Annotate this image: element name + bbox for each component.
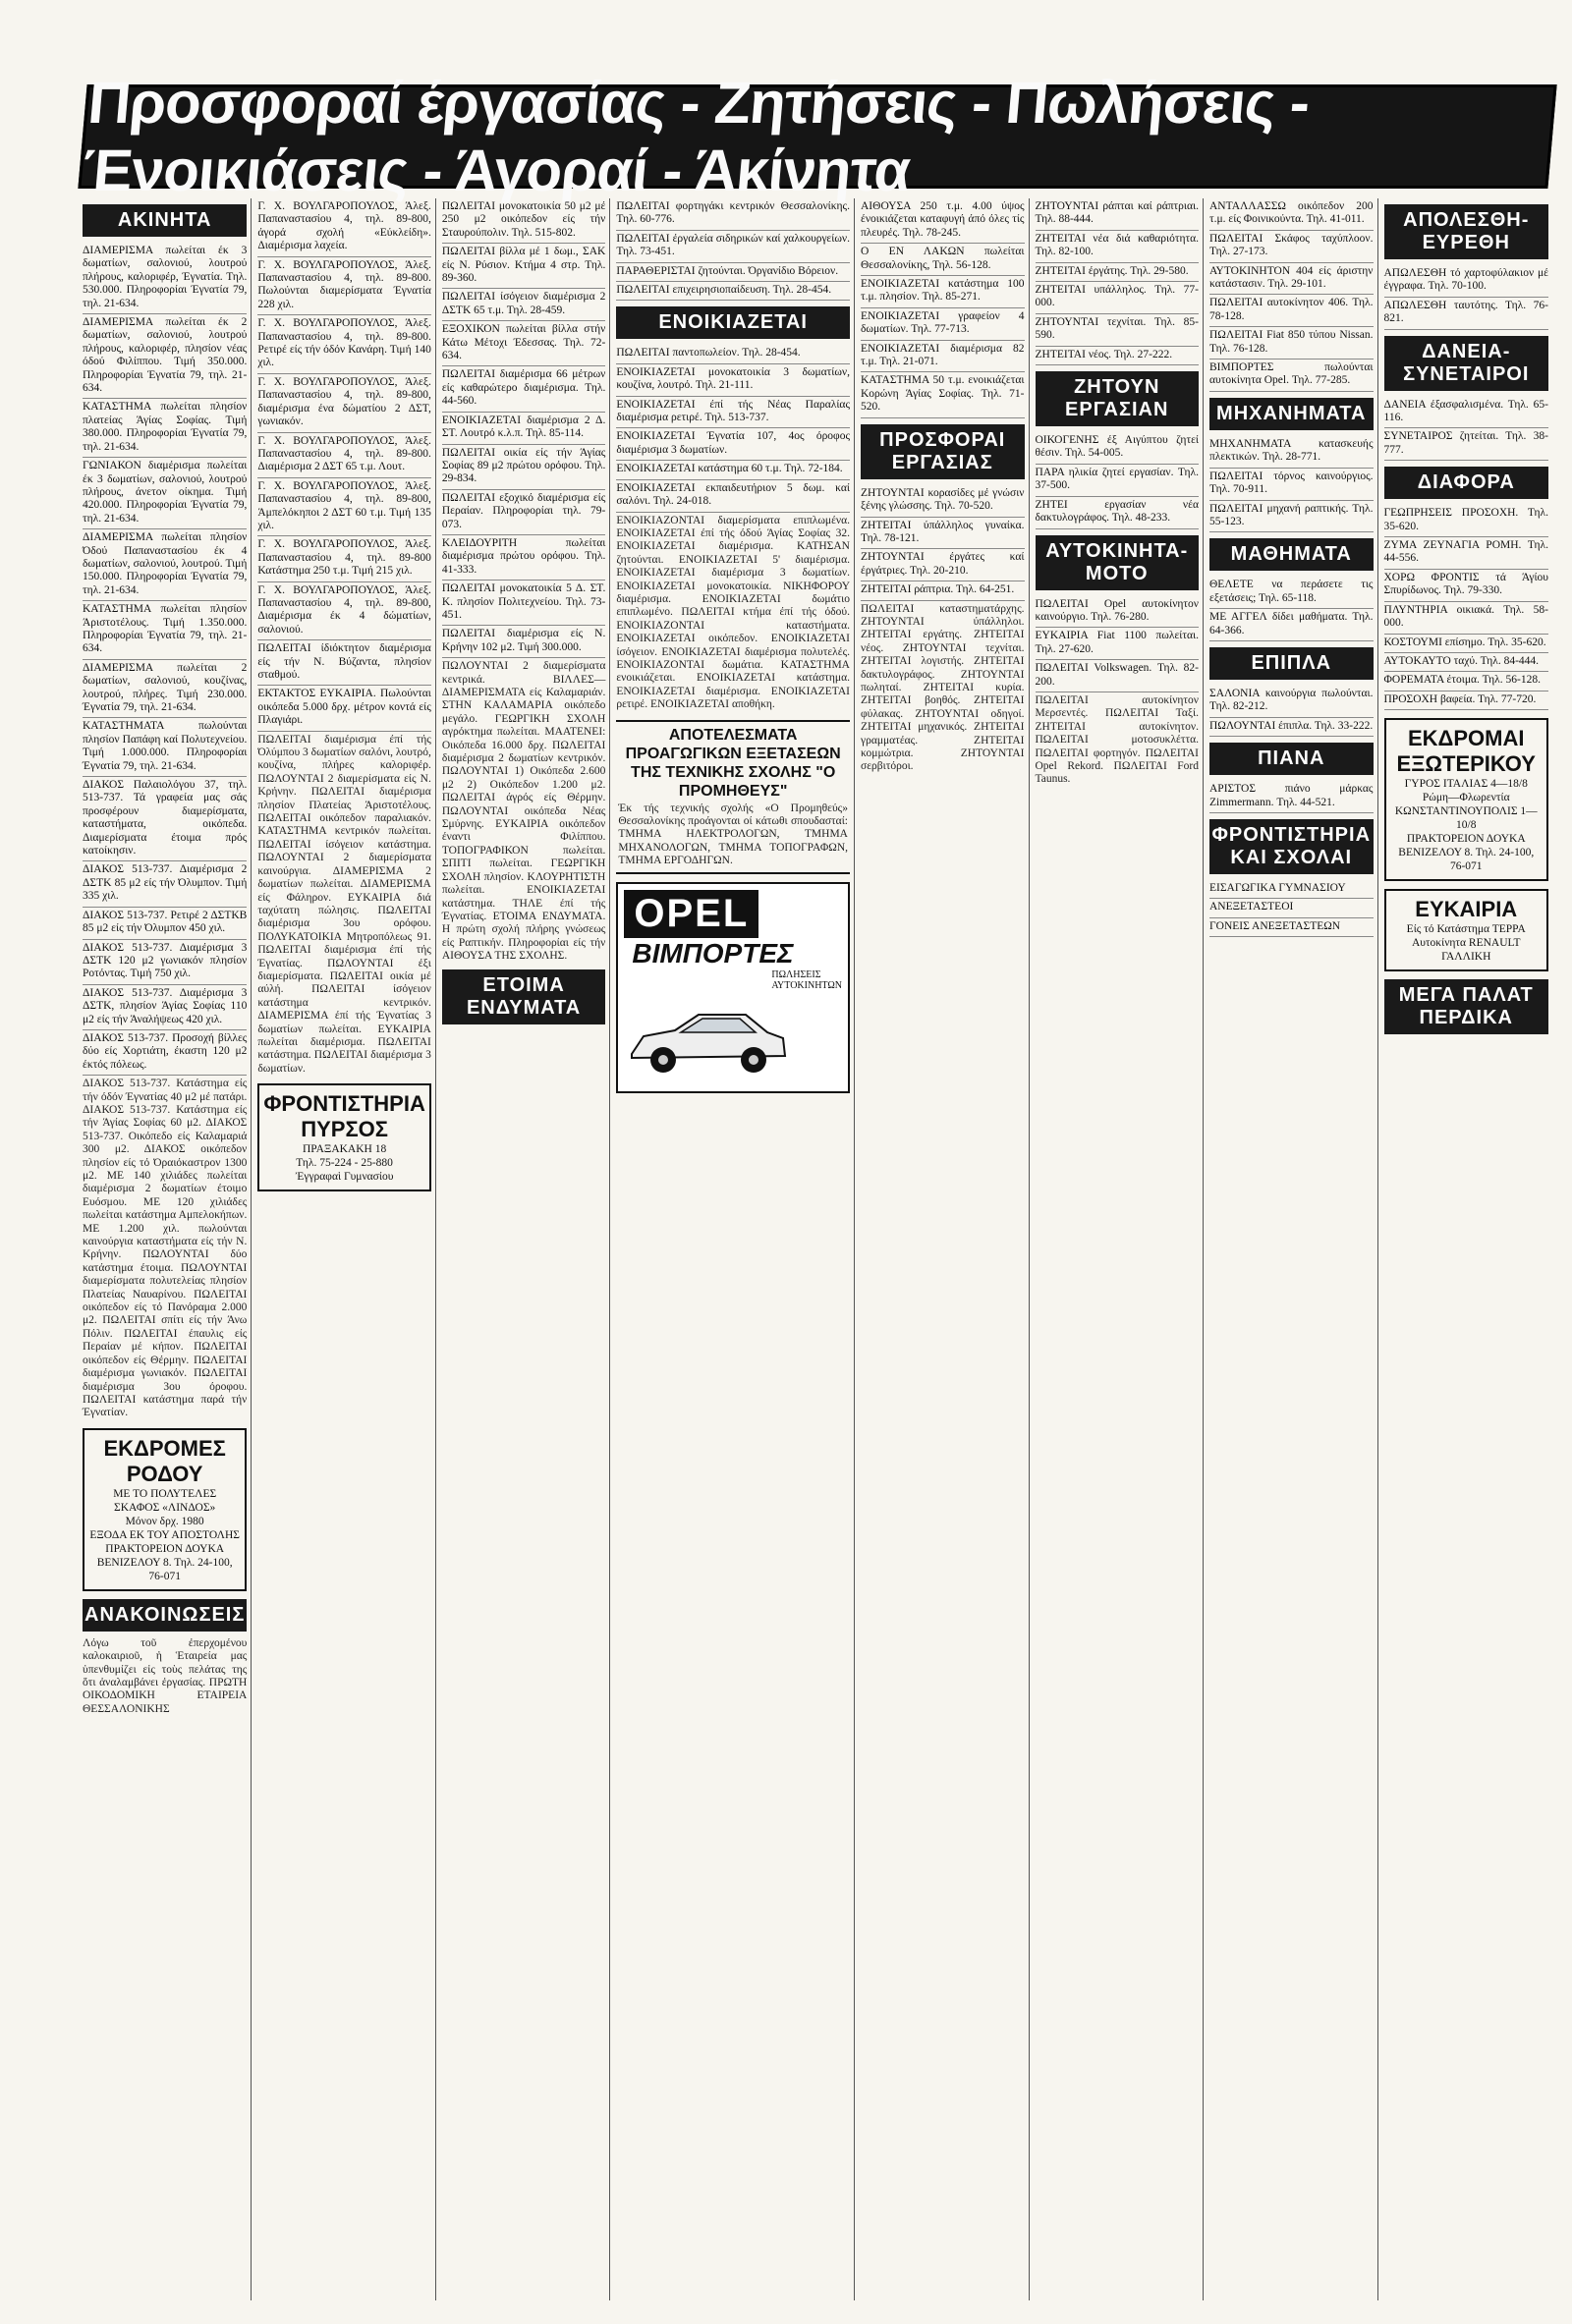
classified-ad: ΠΩΛΕΙΤΑΙ Opel αυτοκίνητον καινούργιο. Τηλ. 76-280.: [1036, 596, 1200, 629]
classified-ad: ΚΑΤΑΣΤΗΜΑ πωλείται πλησίον Άριστοτέλους. Τιμή 1.350.000. Πληροφορίαι Έγνατία 79, τηλ. 21-634.: [83, 601, 247, 660]
classified-ad: ΑΠΩΛΕΣΘΗ τό χαρτοφύλακιον μέ έγγραφα. Τηλ. 70-100.: [1384, 265, 1549, 298]
box-line: Αυτοκίνητα RENAULT ΓΑΛΛΙΚΗ: [1411, 937, 1521, 964]
classified-ad: ΚΑΤΑΣΤΗΜΑ 50 τ.μ. ενοικιάζεται Κορώνη Άγίας Σοφίας. Τηλ. 71-520.: [861, 372, 1025, 417]
section-header-anakoinoseis: ΑΝΑΚΟΙΝΩΣΕΙΣ: [83, 1599, 247, 1632]
eykairia-title: ΕΥΚΑΙΡΙΑ: [1415, 897, 1518, 922]
classified-ad: ΖΗΤΕΙΤΑΙ ύπάλληλος γυναίκα. Τηλ. 78-121.: [861, 518, 1025, 550]
classified-ad: ΕΝΟΙΚΙΑΖΕΤΑΙ κατάστημα 100 τ.μ. πλησίον. Τηλ. 85-271.: [861, 276, 1025, 308]
ad-filler-text: ΔΙΑΚΟΣ 513-737. Κατάστημα είς τήν όδόν Έγνατίας 40 μ2 μέ πατάρι. ΔΙΑΚΟΣ 513-737. Κατάστημα είς τήν Άγίας Σοφίας 60 μ2. ΔΙΑΚΟΣ 513-737. Οικόπεδο είς Καλαμαριά 300 μ2. ΔΙΑΚΟΣ οικόπεδον πλησίον είς τό Όραιόκαστρον 1300 μ2. ΜΕ 140 χιλιάδες πωλείται διαμέρισμα 2 δωματίων έτοιμο Ευόσμου. ΜΕ 120 χιλιάδες πωλείται κατάστημα Αμπελοκήπων. ΜΕ 1.200 χιλ. πωλούνται καινούργια καταστήματα είς τήν Ν. Κρήνην. ΠΩΛΟΥΝΤΑΙ δύο κατάστημα έτοιμα. ΠΩΛΟΥΝΤΑΙ διαμερίσματα πολυτελείας πλησίον Πλατείας Ναυαρίνου. ΠΩΛΕΙΤΑΙ οικόπεδον είς τό Πανόραμα 2.000 μ2. ΠΩΛΕΙΤΑΙ σπίτι είς τήν Άνω Πόλιν. ΠΩΛΕΙΤΑΙ έπαυλις είς Περαίαν μέ κήπον. ΠΩΛΕΙΤΑΙ οικόπεδον είς Θέρμην. ΠΩΛΕΙΤΑΙ διαμέρισμα γωνιακόν. ΠΩΛΕΙΤΑΙ διαμέρισμα 3ου όροφου. ΠΩΛΕΙΤΑΙ κατάστημα παρά τήν Έγνατίαν.: [83, 1078, 248, 1419]
classified-ad: ΠΩΛΕΙΤΑΙ Fiat 850 τύπου Nissan. Τηλ. 76-128.: [1209, 327, 1374, 360]
ad-list: [1209, 880, 1374, 937]
box-lines: [1390, 777, 1544, 873]
exam-results-text: Έκ τής τεχνικής σχολής «Ο Προμηθεύς» Θεσσαλονίκης προάγονται οί κάτωθι σπουδασταί: ΤΜΗΜΑ ΗΛΕΚΤΡΟΛΟΓΩΝ, ΤΜΗΜΑ ΜΗΧΑΝΟΛΟΓΩΝ, ΤΜΗΜΑ ΤΟΠΟΓΡΑΦΩΝ, ΤΜΗΜΑ ΕΡΓΟΔΗΓΩΝ.: [618, 802, 848, 867]
classified-ad: ΚΛΕΙΔΟΥΡΙΤΗ πωλείται διαμέρισμα πρώτου ορόφου. Τηλ. 41-333.: [442, 535, 606, 581]
classified-ad: ΔΙΑΜΕΡΙΣΜΑ πωλείται έκ 2 δωματίων, σαλονιού, λουτρού πλήρους, καλοριφέρ, πλησίον νέας όδού Φιλίππου. Τιμή 350.000. Πληροφορίαι Έγνατία 79, τηλ. 21-634.: [83, 314, 247, 399]
classified-ad: ΕΚΤΑΚΤΟΣ ΕΥΚΑΙΡΙΑ. Πωλούνται οικόπεδα 5.000 δρχ. μέτρον κοντά είς Πλαγιάρι.: [257, 686, 430, 731]
classified-ad: ΠΩΛΕΙΤΑΙ ίσόγειον διαμέρισμα 2 ΔΣΤΚ 65 τ.μ. Τηλ. 28-459.: [442, 289, 606, 321]
classified-ad: ΠΩΛΕΙΤΑΙ μονοκατοικία 50 μ2 μέ 250 μ2 οικόπεδον είς τήν Σταυρούπολιν. Τηλ. 515-802.: [442, 198, 606, 244]
box-lines: [1390, 922, 1544, 964]
classified-ad: ΑΠΩΛΕΣΘΗ ταυτότης. Τηλ. 76-821.: [1384, 298, 1549, 330]
box-lines: [263, 1142, 424, 1184]
box-line: Μόνον δρχ. 1980: [125, 1515, 204, 1527]
classified-ad: Γ. Χ. ΒΟΥΛΓΑΡΟΠΟΥΛΟΣ, Άλεξ. Παπαναστασίου 4, τηλ. 89-800, Διαμέρισμα έκ 4 δώματίων, σαλονιού.: [257, 582, 430, 641]
section-header-enoikiazetai: ΕΝΟΙΚΙΑΖΕΤΑΙ: [616, 306, 850, 339]
classified-ad: ΚΑΤΑΣΤΗΜΑΤΑ πωλούνται πλησίον Παπάφη καί Πολυτεχνείου. Τιμή 1.000.000. Πληροφορίαι Έγνατία 79, τηλ. 21-634.: [83, 718, 247, 777]
classified-ad: Γ. Χ. ΒΟΥΛΓΑΡΟΠΟΥΛΟΣ, Άλεξ. Παπαναστασίου 4, τηλ. 89-800, άγορά σχολή «Εύκλείδη». Διαμέρισμα λαχεία.: [257, 198, 430, 257]
classified-ad: ΚΑΤΑΣΤΗΜΑ πωλείται πλησίον πλατείας Άγίας Σοφίας. Τιμή 380.000. Πληροφορίαι Έγνατία 79, τηλ. 21-634.: [83, 399, 247, 458]
classified-ad: ΠΑΡΑ ηλικία ζητεί εργασίαν. Τηλ. 37-500.: [1036, 465, 1200, 497]
classified-ad: ΠΩΛΕΙΤΑΙ αυτοκίνητον 406. Τηλ. 78-128.: [1209, 295, 1374, 327]
box-line: ΒΕΝΙΖΕΛΟΥ 8. Τηλ. 24-100, 76-071: [96, 1556, 233, 1582]
opel-dealer-subtitle: ΠΩΛΗΣΕΙΣ ΑΥΤΟΚΙΝΗΤΩΝ: [771, 968, 842, 991]
column-7: [1209, 198, 1378, 2300]
classified-ad: ΔΙΑΚΟΣ 513-737. Διαμέρισμα 2 ΔΣΤΚ 85 μ2 είς τήν Όλυμπον. Τιμή 335 χιλ.: [83, 861, 247, 907]
ad-list: [1209, 577, 1374, 641]
ekdromes-rodou-title: ΕΚΔΡΟΜΕΣ ΡΟΔΟΥ: [103, 1435, 226, 1486]
classified-ad: ΠΛΥΝΤΗΡΙΑ οικιακά. Τηλ. 58-000.: [1384, 602, 1549, 635]
column-8: [1384, 198, 1553, 2300]
exam-results-title: ΑΠΟΤΕΛΕΣΜΑΤΑ ΠΡΟΑΓΩΓΙΚΩΝ ΕΞΕΤΑΣΕΩΝ ΤΗΣ ΤΕΧΝΙΚΗΣ ΣΧΟΛΗΣ "Ο ΠΡΟΜΗΘΕΥΣ": [625, 726, 841, 800]
column-2: [257, 198, 435, 2300]
classified-ad: ΓΩΝΙΑΚΟΝ διαμέρισμα πωλείται έκ 3 δωματίων, σαλονιού, λουτρού πλήρους, άνετον οίκημα. Τιμή 420.000. Πληροφορίαι Έγνατία 79, τηλ. 21-634.: [83, 458, 247, 529]
classified-ad: ΕΙΣΑΓΩΓΙΚΑ ΓΥΜΝΑΣΙΟΥ: [1209, 880, 1374, 899]
classified-ad: ΖΗΤΟΥΝΤΑΙ κορασίδες μέ γνώσιν ξένης γλώσσης. Τηλ. 70-520.: [861, 485, 1025, 518]
classified-ad: ΑΝΕΞΕΤΑΣΤΕΟΙ: [1209, 899, 1374, 917]
classifieds-columns: [83, 198, 1552, 2300]
classified-ad: ΖΗΤΕΙΤΑΙ υπάλληλος. Τηλ. 77-000.: [1036, 282, 1200, 314]
box-line: ΣΚΑΦΟΣ «ΛΙΝΔΟΣ»: [114, 1501, 216, 1514]
ad-list: [1384, 397, 1549, 462]
classified-ad: Γ. Χ. ΒΟΥΛΓΑΡΟΠΟΥΛΟΣ, Άλεξ. Παπαναστασίου 4, τηλ. 89-800, διαμέρισμα ένα δώματίου 2 ΔΣΤ, γωνιακόν.: [257, 374, 430, 433]
classified-ad: ΠΩΛΕΙΤΑΙ μηχανή ραπτικής. Τηλ. 55-123.: [1209, 501, 1374, 533]
classified-ad: ΔΙΑΜΕΡΙΣΜΑ πωλείται πλησίον Όδού Παπαναστασίου έκ 4 δωματίων, σαλονιού, λουτρού. Τιμή 150.000. Πληροφορίαι Έγνατία 79, τηλ. 21-634.: [83, 529, 247, 601]
ad-list: [1384, 505, 1549, 710]
classified-ad: ΕΝΟΙΚΙΑΖΕΤΑΙ έπί τής Νέας Παραλίας διαμέρισμα ρετιρέ. Τηλ. 513-737.: [616, 397, 850, 429]
classified-ad: ΓΟΝΕΙΣ ΑΝΕΞΕΤΑΣΤΕΩΝ: [1209, 918, 1374, 937]
ad-filler-text: ΠΩΛΕΙΤΑΙ αυτοκίνητον Μερσεντές. ΠΩΛΕΙΤΑΙ Ταξί. ΖΗΤΕΙΤΑΙ αυτοκίνητον. ΠΩΛΕΙΤΑΙ μοτοσυκλέττα. ΠΩΛΕΙΤΑΙ φορτηγόν. ΠΩΛΕΙΤΑΙ Opel Rekord. ΠΩΛΕΙΤΑΙ Ford Taunus.: [1035, 693, 1199, 786]
classified-ad: ΕΞΟΧΙΚΟΝ πωλείται βίλλα στήν Κάτω Μέτοχι Έδεσσας. Τηλ. 72-634.: [442, 321, 606, 366]
eykairia-ad: [1384, 889, 1549, 971]
ad-list: [1036, 596, 1200, 692]
classified-ad: ΜΕ ΑΓΓΕΛ δίδει μαθήματα. Τηλ. 64-366.: [1209, 609, 1374, 641]
ad-list: [1209, 781, 1374, 813]
section-header-diafora: ΔΙΑΦΟΡΑ: [1384, 467, 1549, 499]
section-header-zitoun-ergasian: ΖΗΤΟΥΝ ΕΡΓΑΣΙΑΝ: [1036, 371, 1200, 426]
ad-filler-text: ΠΩΛΕΙΤΑΙ διαμέρισμα έπί τής Όλύμπου 3 δωματίων σαλόνι, λουτρό, κουζίνα, πλήρες καλοριφέρ. ΠΩΛΟΥΝΤΑΙ 2 διαμερίσματα είς Ν. Κρήνην. ΠΩΛΕΙΤΑΙ διαμέρισμα πλησίον Πλατείας Άριστοτέλους. ΠΩΛΕΙΤΑΙ οικόπεδον παραλιακόν. ΚΑΤΑΣΤΗΜΑ κεντρικόν πωλείται. ΠΩΛΕΙΤΑΙ ίσόγειον κατάστημα. ΠΩΛΟΥΝΤΑΙ 2 διαμερίσματα καινούργια. ΔΙΑΜΕΡΙΣΜΑ 2 δωματίων πωλείται. ΔΙΑΜΕΡΙΣΜΑ είς Φάληρον. ΕΥΚΑΙΡΙΑ διά ταχύτατη πώλησις. ΠΩΛΕΙΤΑΙ διαμέρισμα 3ου ορόφου. ΠΟΛΥΚΑΤΟΙΚΙΑ Μητροπόλεως 91. ΠΩΛΕΙΤΑΙ διαμέρισμα έπί τής Έγνατίας. ΠΩΛΟΥΝΤΑΙ έξι διαμερίσματα. ΠΩΛΕΙΤΑΙ οικία μέ αύλή. ΠΩΛΕΙΤΑΙ ίσόγειον κατάστημα κεντρικόν. ΔΙΑΜΕΡΙΣΜΑ έπί τής Έγνατίας 3 δωματίων πωλείται. ΕΥΚΑΙΡΙΑ πωλείται διαμέρισμα. ΠΩΛΕΙΤΑΙ κατάστημα. ΠΩΛΕΙΤΑΙ διαμέρισμα 3 δωματίων.: [257, 733, 431, 1075]
classified-ad: ΖΗΤΟΥΝΤΑΙ έργάτες καί έργάτριες. Τηλ. 20-210.: [861, 549, 1025, 581]
classified-ad: ΠΩΛΕΙΤΑΙ οικία είς τήν Άγίας Σοφίας 89 μ2 πρώτου ορόφου. Τηλ. 29-834.: [442, 445, 606, 490]
column-6: [1036, 198, 1205, 2300]
classified-ad: ΖΗΤΕΙΤΑΙ ράπτρια. Τηλ. 64-251.: [861, 581, 1025, 600]
classified-ad: ΑΝΤΑΛΛΑΣΣΩ οικόπεδον 200 τ.μ. είς Φοινικούντα. Τηλ. 41-011.: [1209, 198, 1374, 231]
box-line: ΚΩΝΣΤΑΝΤΙΝΟΥΠΟΛΙΣ 1—10/8: [1394, 805, 1538, 832]
ad-filler-text: ΠΩΛΟΥΝΤΑΙ 2 διαμερίσματα κεντρικά. ΒΙΛΛΕΣ—ΔΙΑΜΕΡΙΣΜΑΤΑ είς Καλαμαριάν. ΣΤΗΝ ΚΑΛΑΜΑΡΙΑ οικόπεδο μεγάλο. ΓΕΩΡΓΙΚΗ ΣΧΟΛΗ αγρόκτημα πωλείται. ΜΑΑΤΕΝΕΙ: Οικόπεδα 16.000 δρχ. ΠΩΛΕΙΤΑΙ διαμέρισμα 2 δωματίων κεντρικόν. ΠΩΛΟΥΝΤΑΙ 1) Οικόπεδα 2.600 μ2 2) Οικόπεδον 1.200 μ2. ΠΩΛΕΙΤΑΙ άγρός είς Θέρμην. ΠΩΛΟΥΝΤΑΙ οικόπεδα Νέας Σμύρνης. ΕΥΚΑΙΡΙΑ οικόπεδον έναντι Φιλίππου. ΤΟΠΟΓΡΑΦΙΚΟΝ πωλείται. ΣΠΙΤΙ πωλείται. ΓΕΩΡΓΙΚΗ ΣΧΟΛΗ πλησίον. ΚΛΟΥΡΗΤΙΣΤΗ πωλείται. ΕΝΟΙΚΙΑΖΕΤΑΙ κατάστημα. ΤΗΛΕ έπί τής Έγνατίας. ΕΤΟΙΜΑ ΕΝΔΥΜΑΤΑ. Η πρώτη σχολή πλήρης γνώσεως είς Ραπτικήν. Πληροφορίαι είς τήν ΑΙΘΟΥΣΑ ΤΗΣ ΣΧΟΛΗΣ.: [441, 660, 606, 963]
box-line: Τηλ. 75-224 - 25-880: [296, 1157, 393, 1170]
pyrsos-ad: [257, 1083, 430, 1191]
classified-ad: ΕΝΟΙΚΙΑΖΕΤΑΙ μονοκατοικία 3 δωματίων, κουζίνα, λουτρό. Τηλ. 21-111.: [616, 364, 850, 397]
classified-ad: Γ. Χ. ΒΟΥΛΓΑΡΟΠΟΥΛΟΣ, Άλεξ. Παπαναστασίου 4, τηλ. 89-800 Κατάστημα 250 τ.μ. Τιμή 215 χιλ.: [257, 536, 430, 581]
mega-palat-perdika-ad: ΜΕΓΑ ΠΑΛΑΤ ΠΕΡΔΙΚΑ: [1384, 979, 1549, 1034]
classified-ad: ΠΩΛΟΥΝΤΑΙ έπιπλα. Τηλ. 33-222.: [1209, 718, 1374, 737]
classified-ad: ΠΩΛΕΙΤΑΙ διαμέρισμα 66 μέτρων είς καθαρώτερο διαμέρισμα. Τηλ. 44-560.: [442, 366, 606, 412]
classified-ad: ΔΙΑΚΟΣ Παλαιολόγου 37, τηλ. 513-737. Τά γραφεία μας σάς προσφέρουν διαμερίσματα, καταστήματα, οικόπεδα. Διαμερίσματα έτοιμα πρός κατοίκησιν.: [83, 777, 247, 861]
ad-list: [1209, 686, 1374, 737]
section-header-frontistiria: ΦΡΟΝΤΙΣΤΗΡΙΑ ΚΑΙ ΣΧΟΛΑΙ: [1209, 819, 1374, 874]
opel-dealer-name: ΒΙΜΠΟΡΤΕΣ: [632, 937, 794, 968]
classified-ad: ΦΟΡΕΜΑΤΑ έτοιμα. Τηλ. 56-128.: [1384, 672, 1549, 691]
box-line: ΠΡΑΚΤΟΡΕΙΟΝ ΔΟΥΚΑ: [105, 1542, 225, 1555]
section-header-michanimata: ΜΗΧΑΝΗΜΑΤΑ: [1209, 398, 1374, 430]
classified-ad: ΖΗΤΟΥΝΤΑΙ τεχνίται. Τηλ. 85-590.: [1036, 314, 1200, 347]
classified-ad: ΔΑΝΕΙΑ έξασφαλισμένα. Τηλ. 65-116.: [1384, 397, 1549, 429]
ad-filler-text: ΠΩΛΕΙΤΑΙ καταστηματάρχης. ΖΗΤΟΥΝΤΑΙ ύπάλληλοι. ΖΗΤΕΙΤΑΙ εργάτης. ΖΗΤΕΙΤΑΙ νέος. ΖΗΤΟΥΝΤΑΙ τεχνίται. ΖΗΤΕΙΤΑΙ λογιστής. ΖΗΤΕΙΤΑΙ δακτυλογράφος. ΖΗΤΟΥΝΤΑΙ πωληταί. ΖΗΤΕΙΤΑΙ κυρία. ΖΗΤΕΙΤΑΙ βοηθός. ΖΗΤΕΙΤΑΙ φύλακας. ΖΗΤΟΥΝΤΑΙ οδηγοί. ΖΗΤΕΙΤΑΙ μηχανικός. ΖΗΤΕΙΤΑΙ γραμματέας. ΖΗΤΕΙΤΑΙ κομμώτρια. ΖΗΤΟΥΝΤΑΙ σερβιτόροι.: [861, 602, 1025, 773]
pyrsos-title: ΦΡΟΝΤΙΣΤΗΡΙΑ ΠΥΡΣΟΣ: [263, 1091, 425, 1142]
classified-ad: ΒΙΜΠΟΡΤΕΣ πωλούνται αυτοκίνητα Opel. Τηλ. 77-285.: [1209, 360, 1374, 392]
box-line: ΒΕΝΙΖΕΛΟΥ 8. Τηλ. 24-100, 76-071: [1398, 847, 1535, 873]
classified-ad: ΠΩΛΕΙΤΑΙ μονοκατοικία 5 Δ. ΣΤ. Κ. πλησίον Πολιτεχνείου. Τηλ. 73-451.: [442, 581, 606, 626]
classified-ad: ΠΩΛΕΙΤΑΙ εξοχικό διαμέρισμα είς Περαίαν. Πληροφορίαι τηλ. 79-073.: [442, 490, 606, 535]
section-header-aytokinita-moto: ΑΥΤΟΚΙΝΗΤΑ-ΜΟΤΟ: [1036, 535, 1200, 590]
classified-ad: ΔΙΑΜΕΡΙΣΜΑ πωλείται 2 δωματίων, σαλονιού, κουζίνας, λουτρού, πλήρες. Τιμή 230.000. Έγνατία 79, τηλ. 21-634.: [83, 660, 247, 719]
classified-ad: Γ. Χ. ΒΟΥΛΓΑΡΟΠΟΥΛΟΣ, Άλεξ. Παπαναστασίου 4, τηλ. 89-800. Πωλούνται διαμερίσματα Έγνατία 228 χιλ.: [257, 257, 430, 316]
ad-list: [1209, 198, 1374, 392]
classified-ad: ΣΑΛΟΝΙΑ καινούργια πωλούνται. Τηλ. 82-212.: [1209, 686, 1374, 718]
section-header-epipla: ΕΠΙΠΛΑ: [1209, 647, 1374, 680]
classified-ad: ΖΗΤΕΙΤΑΙ νέος. Τηλ. 27-222.: [1036, 347, 1200, 365]
ad-list: [257, 198, 430, 732]
exam-results-ad: [616, 720, 850, 874]
classified-ad: ΕΝΟΙΚΙΑΖΕΤΑΙ διαμέρισμα 82 τ.μ. Τηλ. 21-071.: [861, 341, 1025, 373]
ad-list: [83, 243, 247, 1076]
classified-ad: ΔΙΑΚΟΣ 513-737. Ρετιρέ 2 ΔΣΤΚΒ 85 μ2 είς τήν Όλυμπον 450 χιλ.: [83, 908, 247, 940]
classified-ad: ΣΥΝΕΤΑΙΡΟΣ ζητείται. Τηλ. 38-777.: [1384, 428, 1549, 461]
box-line: Ἐγγραφαὶ Γυμνασίου: [295, 1171, 394, 1184]
banner-title: Προσφοραί έργασίας - Ζητήσεις - Πωλήσεις - Ένοικιάσεις - Άγοραί - Άκίνητα: [80, 70, 1313, 203]
box-line: ΜΕ ΤΟ ΠΟΛΥΤΕΛΕΣ: [113, 1487, 217, 1500]
classified-ad: ΔΙΑΚΟΣ 513-737. Διαμέρισμα 3 ΔΣΤΚ, πλησίον Άγίας Σοφίας 110 μ2 είς τήν Άναλήψεως 420 χιλ.: [83, 985, 247, 1030]
classified-ad: ΠΑΡΑΘΕΡΙΣΤΑΙ ζητούνται. Όργανίδιο Βόρειον.: [616, 263, 850, 282]
section-header-piana: ΠΙΑΝΑ: [1209, 743, 1374, 775]
classified-ad: ΘΕΛΕΤΕ να περάσετε τις εξετάσεις; Τηλ. 65-118.: [1209, 577, 1374, 609]
classified-ad: ΕΝΟΙΚΙΑΖΕΤΑΙ διαμέρισμα 2 Δ. ΣΤ. Λουτρό κ.λ.π. Τηλ. 85-114.: [442, 413, 606, 445]
box-lines: [88, 1487, 241, 1583]
classified-ad: ΑΥΤΟΚΑΥΤΟ ταχύ. Τηλ. 84-444.: [1384, 653, 1549, 672]
classified-ad: ΜΗΧΑΝΗΜΑΤΑ κατασκευής πλεκτικών. Τηλ. 28-771.: [1209, 436, 1374, 469]
ad-list: [861, 485, 1025, 601]
classified-ad: ΠΩΛΕΙΤΑΙ τόρνος καινούργιος. Τηλ. 70-911.: [1209, 469, 1374, 501]
classified-ad: ΕΝΟΙΚΙΑΖΕΤΑΙ γραφείον 4 δωματίων. Τηλ. 77-713.: [861, 308, 1025, 341]
classifieds-banner: [78, 70, 1556, 203]
classified-ad: ΔΙΑΚΟΣ 513-737. Διαμέρισμα 3 ΔΣΤΚ 120 μ2 γωνιακόν πλησίον Ροτόντας. Τιμή 750 χιλ.: [83, 940, 247, 985]
classified-ad: ΖΗΤΟΥΝΤΑΙ ράπται καί ράπτριαι. Τηλ. 88-444.: [1036, 198, 1200, 231]
classified-ad: ΠΩΛΕΙΤΑΙ ίδιόκτητον διαμέρισμα είς τήν Ν. Βύζαντα, πλησίον σταθμού.: [257, 640, 430, 686]
classified-ad: ΕΝΟΙΚΙΑΖΕΤΑΙ Έγνατία 107, 4ος όροφος διαμέρισμα 3 δωματίων.: [616, 428, 850, 461]
classified-ad: ΖΗΤΕΙΤΑΙ νέα διά καθαριότητα. Τηλ. 82-100.: [1036, 231, 1200, 263]
opel-dealer-ad: [616, 882, 850, 1093]
classified-ad: ΓΕΩΠΡΗΣΕΙΣ ΠΡΟΣΟΧΗ. Τηλ. 35-620.: [1384, 505, 1549, 537]
section-header-etoima-endymata: ΕΤΟΙΜΑ ΕΝΔΥΜΑΤΑ: [442, 969, 606, 1024]
classified-ad: ΑΙΘΟΥΣΑ 250 τ.μ. 4.00 ύψος ένοικιάζεται καταφυγή άπό όλες τίς πλευρές. Τηλ. 78-245.: [861, 198, 1025, 244]
classified-ad: Γ. Χ. ΒΟΥΛΓΑΡΟΠΟΥΛΟΣ, Άλεξ. Παπαναστασίου 4, τηλ. 89-800. Ρετιρέ είς τήν όδόν Κανάρη. Τιμή 140 χιλ.: [257, 315, 430, 374]
ekdromai-exoterikou-ad: [1384, 718, 1549, 881]
notice-text: Λόγω τοῦ ἐπερχομένου καλοκαιριοῦ, ἡ Ἑταιρεία μας ὑπενθυμίζει εἰς τοὺς πελάτας της ὅτι ἀναλαμβάνει ἐργασίας. ΠΡΩΤΗ ΟΙΚΟΔΟΜΙΚΗ ΕΤΑΙΡΕΙΑ ΘΕΣΣΑΛΟΝΙΚΗΣ: [83, 1636, 248, 1715]
ad-list: [1036, 432, 1200, 528]
section-header-mathimata: ΜΑΘΗΜΑΤΑ: [1209, 538, 1374, 571]
ekdromai-title: ΕΚΔΡΟΜΑΙ ΕΞΩΤΕΡΙΚΟΥ: [1396, 726, 1536, 777]
classified-ad: ΖΗΤΕΙΤΑΙ έργάτης. Τηλ. 29-580.: [1036, 263, 1200, 282]
ad-list: [1209, 436, 1374, 532]
box-line: ΠΡΑΚΤΟΡΕΙΟΝ ΔΟΥΚΑ: [1406, 833, 1526, 846]
classified-ad: ΔΙΑΚΟΣ 513-737. Προσοχή βίλλες δύο είς Χορτιάτη, έκαστη 120 μ2 έκτός πόλεως.: [83, 1030, 247, 1076]
classified-ad: ΟΙΚΟΓΕΝΗΣ έξ Αιγύπτου ζητεί θέσιν. Τηλ. 54-005.: [1036, 432, 1200, 465]
classified-ad: Ο ΕΝ ΛΑΚΩΝ πωλείται Θεσσαλονίκης, Τηλ. 56-128.: [861, 244, 1025, 276]
box-line: ΕΞΟΔΑ ΕΚ ΤΟΥ ΑΠΟΣΤΟΛΗΣ: [89, 1528, 240, 1541]
classified-ad: ΧΟΡΩ ΦΡΟΝΤΙΣ τά Άγίου Σπυρίδωνος. Τηλ. 79-330.: [1384, 570, 1549, 602]
box-line: ΠΡΑΞΑΚΑΚΗ 18: [302, 1143, 387, 1156]
ad-list: [861, 198, 1025, 418]
classified-ad: ΚΟΣΤΟΥΜΙ επίσημο. Τηλ. 35-620.: [1384, 635, 1549, 653]
classified-ad: ΑΥΤΟΚΙΝΗΤΟΝ 404 είς άριστην κατάστασιν. Τηλ. 29-101.: [1209, 263, 1374, 296]
box-line: ΓΥΡΟΣ ΙΤΑΛΙΑΣ 4—18/8: [1404, 778, 1528, 791]
classified-ad: Γ. Χ. ΒΟΥΛΓΑΡΟΠΟΥΛΟΣ, Άλεξ. Παπαναστασίου 4, τηλ. 89-800, Άμπελόκηποι 2 ΔΣΤ 60 τ.μ. Τιμή 135 χιλ.: [257, 478, 430, 537]
box-line: Είς τό Κατάστημα ΤΕΡΡΑ: [1406, 923, 1526, 936]
ad-list: [1384, 265, 1549, 330]
opel-brand-logo: OPEL: [624, 890, 758, 938]
classified-ad: ΔΙΑΜΕΡΙΣΜΑ πωλείται έκ 3 δωματίων, σαλονιού, λουτρού πλήρους, καλοριφέρ, Έγνατία. Τηλ. 530.000. Πληροφορίαι Έγνατία 79, τηλ. 21-634.: [83, 243, 247, 314]
ad-list: [616, 345, 850, 512]
classified-ad: ΕΝΟΙΚΙΑΖΕΤΑΙ κατάστημα 60 τ.μ. Τηλ. 72-184.: [616, 461, 850, 479]
classified-ad: ΕΝΟΙΚΙΑΖΕΤΑΙ εκπαιδευτήριον 5 δωμ. καί σαλόνι. Τηλ. 24-018.: [616, 480, 850, 513]
classified-ad: ΠΩΛΕΙΤΑΙ παντοπωλείον. Τηλ. 28-454.: [616, 345, 850, 363]
classified-ad: ΑΡΙΣΤΟΣ πιάνο μάρκας Zimmermann. Τηλ. 44-521.: [1209, 781, 1374, 813]
column-5: [861, 198, 1030, 2300]
section-header-daneia-synetairoi: ΔΑΝΕΙΑ-ΣΥΝΕΤΑΙΡΟΙ: [1384, 336, 1549, 391]
column-4: [616, 198, 855, 2300]
ad-filler-text: ΕΝΟΙΚΙΑΖΟΝΤΑΙ διαμερίσματα επιπλωμένα. ΕΝΟΙΚΙΑΖΕΤΑΙ έπί τής όδού Άγίας Σοφίας 32. ΕΝΟΙΚΙΑΖΕΤΑΙ διαμέρισμα. ΚΑΤΗΣΑΝ ζητούνται. ΕΝΟΙΚΙΑΖΕΤΑΙ 5' διαμέρισμα. ΕΝΟΙΚΙΑΖΕΤΑΙ διαμέρισμα 3 δωματίων. ΕΝΟΙΚΙΑΖΕΤΑΙ μονοκατοικία. ΝΙΚΗΦΟΡΟΥ διαμέρισμα. ΕΝΟΙΚΙΑΖΕΤΑΙ δωμάτιο επιπλωμένο. ΠΩΛΕΙΤΑΙ κτήμα έπί τής όδού. ΕΝΟΙΚΙΑΖΟΝΤΑΙ καταστήματα. ΕΝΟΙΚΙΑΖΕΤΑΙ οικόπεδον. ΕΝΟΙΚΙΑΖΕΤΑΙ ίσόγειον. ΕΝΟΙΚΙΑΖΕΤΑΙ διαμέρισμα πολυτελές. ΕΝΟΙΚΙΑΖΟΝΤΑΙ δωμάτια. ΚΑΤΑΣΤΗΜΑ ενοικιάζεται. ΕΝΟΙΚΙΑΖΕΤΑΙ κατάστημα. ΕΝΟΙΚΙΑΖΕΤΑΙ διαμέρισμα. ΕΝΟΙΚΙΑΖΕΤΑΙ ρετιρέ. ΕΝΟΙΚΙΑΖΕΤΑΙ αποθήκη.: [616, 514, 850, 711]
box-line: Ρώμη—Φλωρεντία: [1422, 792, 1510, 804]
car-illustration: [624, 997, 791, 1085]
classified-ad: ΠΩΛΕΙΤΑΙ επιχειρησιοπαίδευση. Τηλ. 28-454.: [616, 282, 850, 301]
classified-ad: ΠΡΟΣΟΧΗ βαφεία. Τηλ. 77-720.: [1384, 692, 1549, 710]
ekdromes-rodou-ad: [83, 1428, 247, 1591]
classified-ad: ΠΩΛΕΙΤΑΙ φορτηγάκι κεντρικόν Θεσσαλονίκης. Τηλ. 60-776.: [616, 198, 850, 231]
classified-ad: ΖΗΤΕΙ εργασίαν νέα δακτυλογράφος. Τηλ. 48-233.: [1036, 497, 1200, 529]
classified-ad: ΠΩΛΕΙΤΑΙ Volkswagen. Τηλ. 82-200.: [1036, 660, 1200, 692]
classified-ad: ΠΩΛΕΙΤΑΙ διαμέρισμα είς Ν. Κρήνην 102 μ2. Τιμή 300.000.: [442, 626, 606, 658]
classified-ad: ΠΩΛΕΙΤΑΙ Σκάφος ταχύπλοον. Τηλ. 27-173.: [1209, 231, 1374, 263]
section-header-prosfores-ergasias: ΠΡΟΣΦΟΡΑΙ ΕΡΓΑΣΙΑΣ: [861, 424, 1025, 479]
column-1: [83, 198, 252, 2300]
classified-ad: Γ. Χ. ΒΟΥΛΓΑΡΟΠΟΥΛΟΣ, Άλεξ. Παπαναστασίου 4, τηλ. 89-800. Διαμέρισμα 2 ΔΣΤ 65 τ.μ. Λουτ.: [257, 433, 430, 478]
ad-list: [442, 198, 606, 658]
ad-list: [1036, 198, 1200, 365]
section-header-akinita: ΑΚΙΝΗΤΑ: [83, 204, 247, 237]
ad-list: [616, 198, 850, 301]
classified-ad: ΠΩΛΕΙΤΑΙ βίλλα μέ 1 δωμ., ΣΑΚ είς Ν. Ρύσιον. Κτήμα 4 στρ. Τηλ. 89-360.: [442, 244, 606, 289]
classified-ad: ΖΥΜΑ ΖΕΥΝΑΓΙΑ ΡΟΜΗ. Τηλ. 44-556.: [1384, 537, 1549, 570]
classified-ad: ΠΩΛΕΙΤΑΙ έργαλεία σιδηρικών καί χαλκουργείων. Τηλ. 73-451.: [616, 231, 850, 263]
section-header-apolesthi-evresi: ΑΠΟΛΕΣΘΗ-ΕΥΡΕΘΗ: [1384, 204, 1549, 259]
classified-ad: ΕΥΚΑΙΡΙΑ Fiat 1100 πωλείται. Τηλ. 27-620.: [1036, 628, 1200, 660]
column-3: [442, 198, 611, 2300]
